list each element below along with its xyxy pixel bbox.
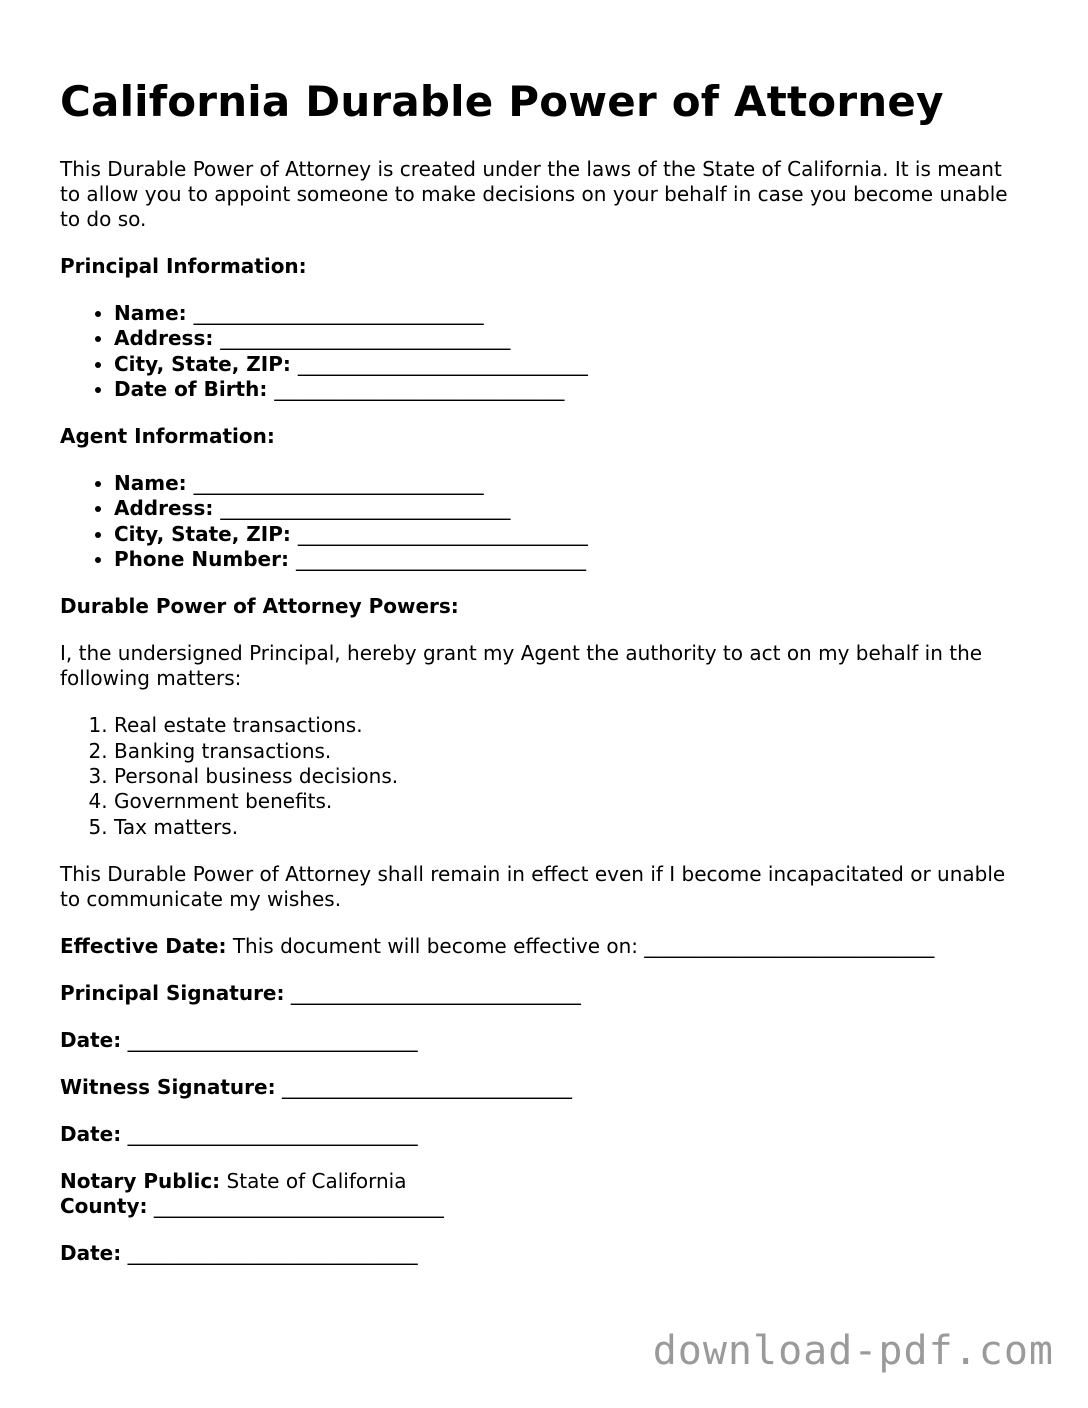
- principal-fields: [60, 301, 1020, 402]
- notary-date-line[interactable]: [60, 1241, 1020, 1266]
- powers-heading: Durable Power of Attorney Powers:: [60, 594, 459, 619]
- agent-address-field[interactable]: • Address: _____________________________: [114, 496, 1020, 521]
- agent-phone-field[interactable]: • Phone Number: _____________________________: [114, 547, 1020, 572]
- witness-signature-line[interactable]: [60, 1075, 1020, 1100]
- blank-line: _____________________________: [281, 1074, 572, 1099]
- notary-label: Notary Public:: [60, 1168, 221, 1193]
- agent-name-field[interactable]: • Name: _____________________________: [114, 471, 1020, 496]
- blank-line: _____________________________: [153, 1193, 444, 1218]
- notary-state: State of California: [226, 1168, 407, 1193]
- principal-address-field[interactable]: • Address: _____________________________: [114, 326, 1020, 351]
- blank-line: _____________________________: [127, 1121, 418, 1146]
- date-label: Date:: [60, 1121, 122, 1146]
- blank-line: _____________________________: [193, 471, 484, 496]
- document-title: California Durable Power of Attorney: [60, 77, 944, 126]
- blank-line: _____________________________: [274, 376, 565, 401]
- powers-list: [60, 713, 1020, 839]
- watermark: download-pdf.com: [652, 1328, 1054, 1374]
- principal-name-field[interactable]: • Name: _____________________________: [114, 301, 1020, 326]
- witness-date-line[interactable]: [60, 1122, 1020, 1147]
- notary-line: [60, 1169, 1020, 1194]
- blank-line: _____________________________: [220, 496, 511, 521]
- blank-line: _____________________________: [644, 933, 935, 958]
- effective-date-line[interactable]: [60, 934, 1020, 959]
- power-item: 2. Banking transactions.: [114, 739, 1020, 764]
- principal-heading: Principal Information:: [60, 254, 307, 278]
- county-label: County:: [60, 1193, 148, 1218]
- principal-city-field[interactable]: • City, State, ZIP: _____________________________: [114, 352, 1020, 377]
- blank-line: _____________________________: [295, 547, 586, 572]
- intro-paragraph: This Durable Power of Attorney is created under the laws of the State of California. It is meant to allow you to appoint someone to make decisions on your behalf in case you become unable to do so.: [60, 157, 1008, 231]
- agent-city-field[interactable]: • City, State, ZIP: _____________________________: [114, 522, 1020, 547]
- blank-line: _____________________________: [290, 980, 581, 1005]
- principal-dob-field[interactable]: • Date of Birth: _____________________________: [114, 377, 1020, 402]
- county-line[interactable]: [60, 1194, 1020, 1219]
- principal-date-line[interactable]: [60, 1028, 1020, 1053]
- power-item: 4. Government benefits.: [114, 789, 1020, 814]
- witness-signature-label: Witness Signature:: [60, 1074, 276, 1099]
- date-label: Date:: [60, 1240, 122, 1265]
- principal-signature-line[interactable]: [60, 981, 1020, 1006]
- agent-heading: Agent Information:: [60, 424, 275, 449]
- durability-paragraph: This Durable Power of Attorney shall remain in effect even if I become incapacitated or unable to communicate my wishes.: [60, 861, 1006, 911]
- blank-line: _____________________________: [220, 326, 511, 351]
- principal-signature-label: Principal Signature:: [60, 980, 285, 1005]
- blank-line: _____________________________: [297, 521, 588, 546]
- power-item: 3. Personal business decisions.: [114, 764, 1020, 789]
- blank-line: _____________________________: [297, 351, 588, 376]
- date-label: Date:: [60, 1027, 122, 1052]
- blank-line: _____________________________: [127, 1027, 418, 1052]
- effective-date-text: This document will become effective on:: [232, 933, 639, 958]
- blank-line: _____________________________: [127, 1240, 418, 1265]
- document-page: [60, 74, 1020, 1288]
- agent-fields: [60, 471, 1020, 572]
- effective-date-label: Effective Date:: [60, 933, 227, 958]
- blank-line: _____________________________: [193, 301, 484, 325]
- power-item: 5. Tax matters.: [114, 815, 1020, 840]
- power-item: 1. Real estate transactions.: [114, 713, 1020, 738]
- powers-intro: I, the undersigned Principal, hereby grant my Agent the authority to act on my behalf in the following matters:: [60, 641, 983, 691]
